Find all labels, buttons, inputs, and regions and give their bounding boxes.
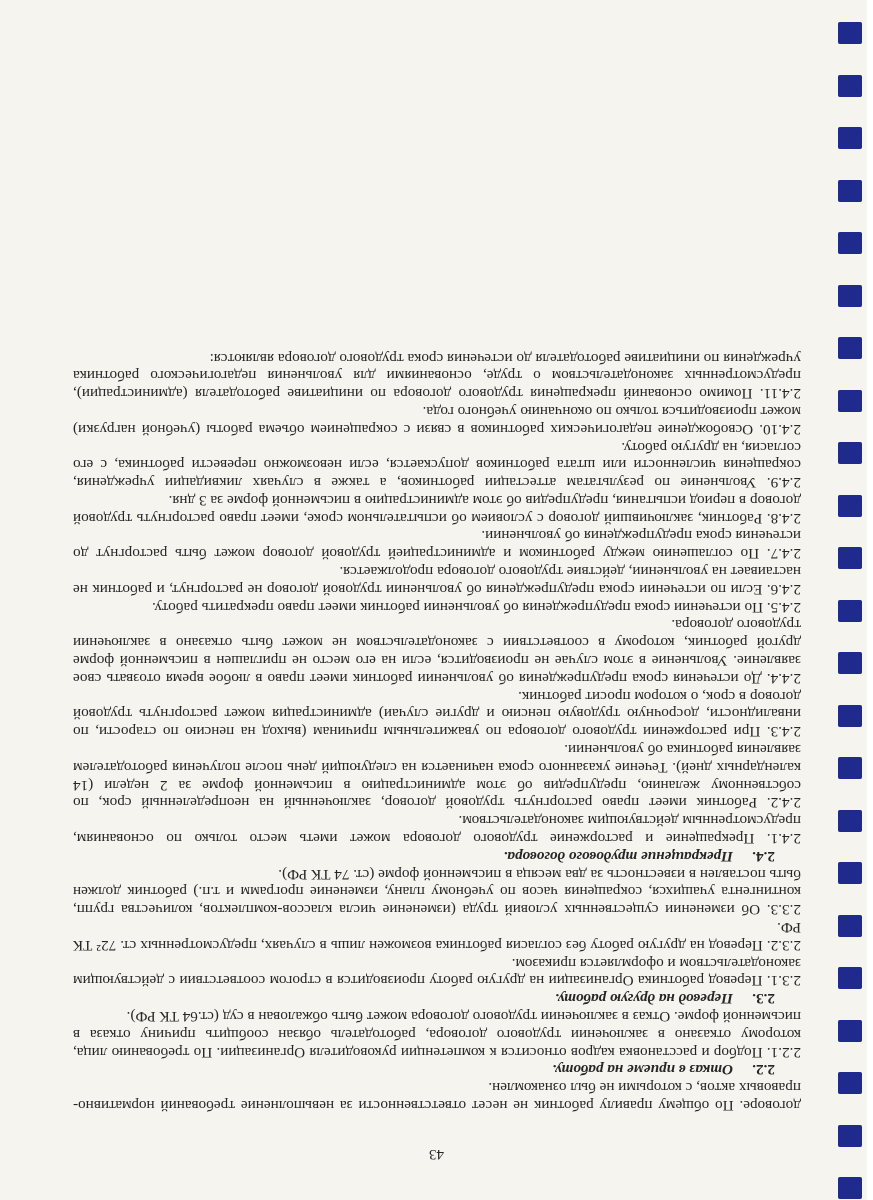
paragraph	[73, 562, 801, 598]
paragraph	[73, 491, 801, 527]
clause-number: 2.4.3.	[766, 723, 801, 741]
binding-hole	[838, 547, 862, 569]
clause-text: Об изменении существенных условий труда (изменение числа классов-комплектов, количества групп, контингента учащихся, сокращения часов по учебному плану, изменение программ и т.п.) работник должен быть поставлен в известность за два месяца в письменной форме (ст. 74 ТК РФ).	[73, 865, 801, 919]
binding-hole	[838, 495, 862, 517]
paragraph	[73, 527, 801, 563]
binding-hole	[838, 285, 862, 307]
clause-number: 2.4.8.	[766, 509, 801, 527]
clause-text: По соглашению между работником и администрацией трудовой договор может быть расторгнут до истечения срока предупреждения об увольнении.	[73, 527, 801, 563]
paragraph	[73, 740, 801, 811]
paragraph	[73, 918, 801, 954]
paragraph	[73, 1007, 801, 1060]
clause-number: 2.4.2.	[766, 794, 801, 812]
paragraph	[73, 402, 801, 438]
clause-text: Отказ в приеме на работу.	[552, 1061, 733, 1079]
binding-hole	[838, 1020, 862, 1042]
clause-number: 2.2.1.	[766, 1043, 801, 1061]
clause-text: Прекращение и расторжение трудового договора может иметь место только по основаниям, предусмотренным действующим законодательством.	[73, 812, 801, 848]
binding-hole	[838, 1125, 862, 1147]
clause-text: Прекращение трудового договора.	[503, 847, 733, 865]
clause-number: 2.4.1.	[766, 830, 801, 848]
paragraph	[73, 616, 801, 687]
paragraph	[73, 438, 801, 491]
binding-hole	[838, 127, 862, 149]
clause-text: Освобождение педагогических работников в связи с сокращением объема работы (учебной нагрузки) может производиться только по окончанию учебного года.	[72, 402, 801, 438]
paragraph	[73, 687, 801, 740]
clause-text: Перевод работника Организации на другую работу производится в строгом соответствии с действующим законодательством и оформляется приказом.	[73, 954, 801, 990]
clause-text: Работник имеет право расторгнуть трудовой договор, заключенный на неопределенный срок, по собственному желанию, предупредив об этом администрацию в письменной форме за 2 недели (14 календарных дней). Течение указанного срока начинается на следующий день после получения работодателем заявления работника об увольнении.	[73, 741, 801, 812]
spiral-binding	[838, 0, 862, 1200]
binding-hole	[838, 1177, 862, 1199]
clause-number: 2.4.4.	[766, 669, 801, 687]
clause-number: 2.4.5.	[766, 598, 801, 616]
clause-text: Перевод на другую работу без согласия работника возможен лишь в случаях, предусмотренных ст. 72² ТК РФ.	[73, 919, 801, 954]
paragraph	[73, 954, 801, 990]
clause-number: 2.4.7.	[766, 545, 801, 563]
binding-hole	[838, 22, 862, 44]
paragraph	[73, 598, 801, 616]
clause-text: Помимо оснований прекращения трудового договора по инициативе работодателя (администрации), предусмотренных законодательством о труде, основаниями для увольнения педагогического работника учреждения по инициативе работодателя до истечения срока трудового договора являются:	[72, 349, 801, 403]
binding-hole	[838, 600, 862, 622]
clause-text: Если по истечении срока предупреждения об увольнении трудовой договор не расторгнут, и работник не настаивает на увольнении, действие трудового договора продолжается.	[72, 563, 801, 598]
clause-number: 2.3.3.	[766, 901, 801, 919]
clause-number: 2.4.9.	[766, 474, 801, 492]
page-number: 43	[429, 1146, 444, 1162]
clause-number: 2.4.10.	[759, 420, 801, 438]
binding-hole	[838, 1072, 862, 1094]
binding-hole	[838, 390, 862, 412]
binding-hole	[838, 705, 862, 727]
binding-hole	[838, 915, 862, 937]
binding-hole	[838, 810, 862, 832]
clause-text: До истечения срока предупреждения об увольнении работник имеет право в любое время отозвать свое заявление. Увольнение в этом случае не производится, если на его место не приглашен в письменной форме другой работник, которому в соответствии с законодательством не может быть отказано в заключении трудового договора.	[73, 616, 801, 687]
clause-number: 2.3.2.	[766, 936, 801, 954]
section-heading	[73, 1061, 801, 1079]
paragraph	[73, 811, 801, 847]
page-edge	[867, 0, 873, 1200]
binding-hole	[838, 967, 862, 989]
binding-hole	[838, 757, 862, 779]
clause-number: 2.4.11.	[759, 385, 801, 403]
binding-hole	[838, 337, 862, 359]
binding-hole	[838, 75, 862, 97]
clause-number: 2.4.	[752, 847, 775, 865]
binding-hole	[838, 232, 862, 254]
clause-text: договоре. По общему правилу работник не несет ответственности за невыполнение требований нормативно-правовых актов, с которыми не был ознакомлен.	[73, 1079, 801, 1114]
clause-text: Подбор и расстановка кадров относится к компетенции руководителя Организации. По требованию лица, которому отказано в заключении трудового договора, работодатель обязан сообщить причину отказа в письменной форме. Отказ в заключении трудового договора может быть обжалован в суд (ст.64 ТК РФ).	[73, 1008, 801, 1061]
clause-number: 2.3.1.	[766, 972, 801, 990]
binding-hole	[838, 862, 862, 884]
section-heading	[73, 847, 801, 865]
clause-text: Работник, заключивший договор с условием об испытательном сроке, имеет право расторгнуть трудовой договор в период испытания, предупредив об этом администрацию в письменной форме за 3 дня.	[73, 491, 801, 527]
clause-text: По истечении срока предупреждения об увольнении работник имеет право прекратить работу.	[152, 598, 764, 616]
paragraph	[73, 865, 801, 918]
clause-number: 2.4.6.	[766, 580, 801, 598]
document-body	[73, 349, 801, 1114]
clause-number: 2.3.	[752, 990, 775, 1008]
paragraph	[73, 1078, 801, 1114]
paragraph	[73, 349, 801, 402]
section-heading	[73, 989, 801, 1007]
clause-text: При расторжении трудового договора по уважительным причинам (выход на пенсию по старости, по инвалидности, досрочную трудовую пенсию и другие случаи) администрация может расторгнуть трудовой договор в срок, о котором просит работник.	[73, 687, 801, 741]
binding-hole	[838, 652, 862, 674]
clause-text: Увольнение по результатам аттестации работников, а также в случаях ликвидации учреждения, сокращения численности или штата работников допускается, если невозможно перевести работника, с его согласия, на другую работу.	[72, 438, 801, 492]
binding-hole	[838, 442, 862, 464]
clause-number: 2.2.	[752, 1061, 775, 1079]
clause-text: Перевод на другую работу.	[554, 990, 733, 1008]
binding-hole	[838, 180, 862, 202]
